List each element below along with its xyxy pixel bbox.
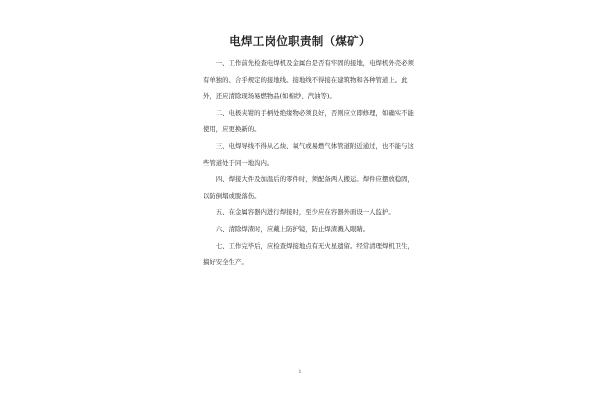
document-body <box>203 55 415 271</box>
paragraph-7: 七、工作完毕后，应检查焊接地点有无火星遗留。经常清理焊机卫生，搞好安全生产。 <box>203 241 414 267</box>
paragraph-5: 五、在金属容器内进行焊接时，至少应在容器外面设一人监护。 <box>215 208 395 217</box>
paragraph-6: 六、清除焊渣时，应戴上防护镜，防止焊渣溅入眼睛。 <box>215 224 370 233</box>
paragraph-1: 一、工作前先检查电焊机及金属台是否有牢固的接地，电焊机外壳必须有单独的、合乎规定的接地线。接地线不得接在建筑物和各种管道上。此外，还应清除现场易燃物品(如棉纱、汽油等)。 <box>203 59 414 101</box>
document-title: 电焊工岗位职责制（煤矿） <box>229 34 371 48</box>
paragraph-2: 二、电极夹钳的手柄处绝缘物必须良好，否则应立即修理，如确实不能使用，应更换新的。 <box>203 108 414 134</box>
paragraph-4: 四、焊接大件及加温后的零件时，须配备两人搬运。焊件应摆放稳固，以防倒塌或脱落伤。 <box>203 175 414 200</box>
paragraph-3: 三、电焊导线不得从乙炔、氧气或易燃气体管道附近通过，也不能与这些管道处于同一地沟内。 <box>203 141 414 167</box>
page-number: 1 <box>298 369 302 375</box>
